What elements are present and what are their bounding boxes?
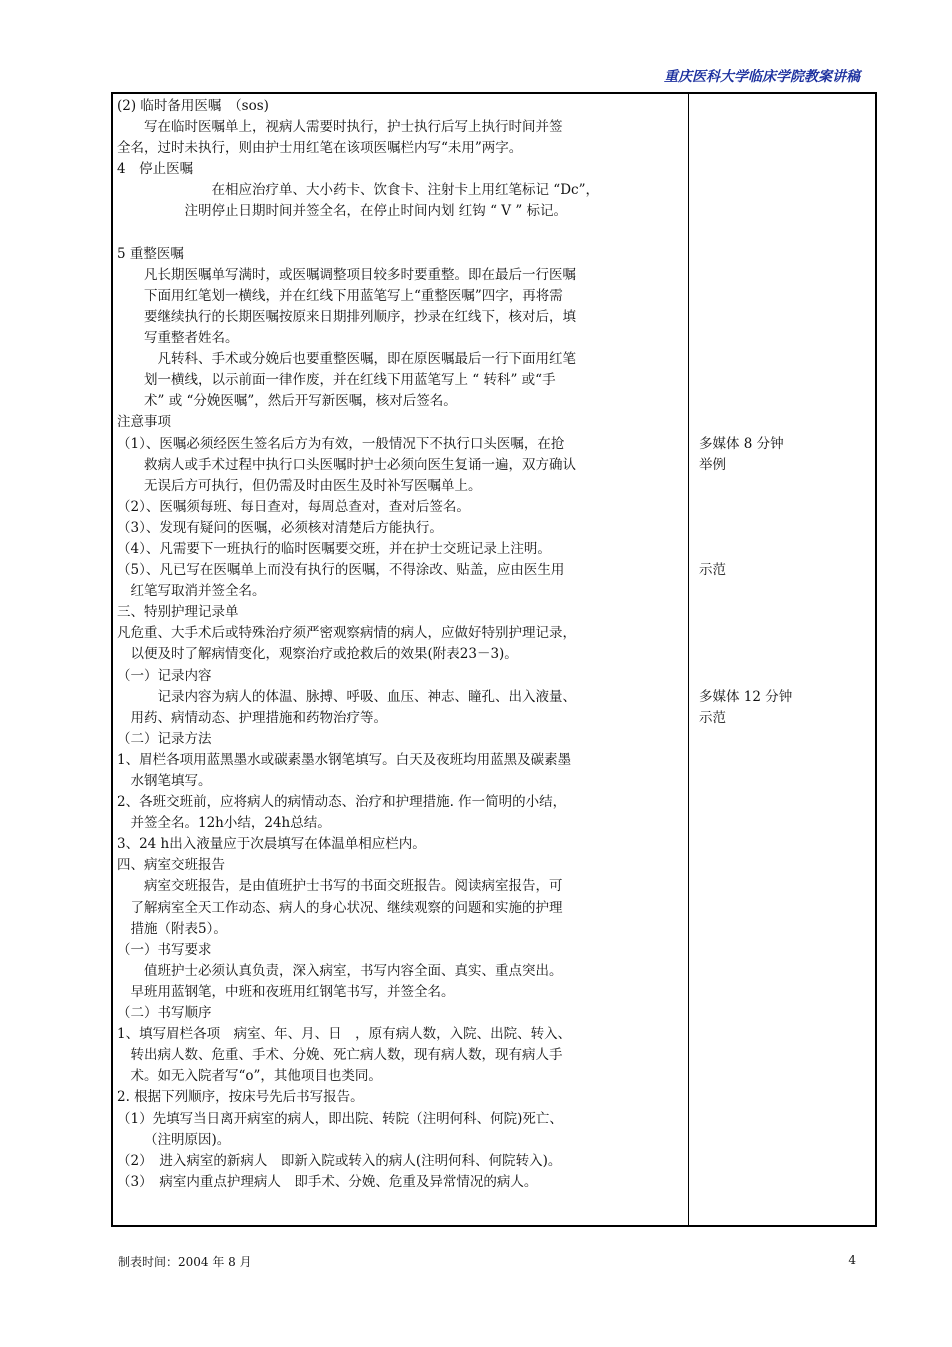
text-line: 注意事项	[117, 414, 171, 431]
text-line: 3、24 h出入液量应于次晨填写在体温单相应栏内。	[117, 836, 426, 853]
text-line: 全名，过时未执行，则由护士用红笔在该项医嘱栏内写“未用”两字。	[117, 140, 523, 157]
text-line: 注明停止日期时间并签全名，在停止时间内划 红钩 “ V ” 标记。	[184, 203, 568, 220]
lecture-content-column	[117, 96, 683, 1193]
text-line: 三、特别护理记录单	[117, 604, 239, 621]
text-line: 写重整者姓名。	[144, 330, 239, 347]
text-line: 措施（附表5）。	[130, 920, 227, 937]
text-line: 四、病室交班报告	[117, 857, 225, 874]
text-line: 早班用蓝钢笔，中班和夜班用红钢笔书写，并签全名。	[130, 983, 455, 1000]
text-line: 转出病人数、危重、手术、分娩、死亡病人数，现有病人数，现有病人手	[130, 1047, 563, 1064]
text-line: （5）、凡已写在医嘱单上而没有执行的医嘱，不得涂改、贴盖，应由医生用	[117, 562, 565, 579]
document-header-title: 重庆医科大学临床学院教案讲稿	[664, 69, 860, 85]
text-line	[117, 223, 683, 244]
text-line: 4 停止医嘱	[117, 161, 194, 178]
column-divider	[688, 94, 689, 1225]
text-line: （2） 进入病室的新病人 即新入院或转入的病人(注明何科、何院转入)。	[117, 1152, 562, 1169]
text-line: （一）书写要求	[117, 941, 212, 958]
text-line: 红笔写取消并签全名。	[130, 583, 266, 600]
text-line: 在相应治疗单、大小药卡、饮食卡、注射卡上用红笔标记 “Dc”，	[211, 182, 599, 199]
text-line: 凡转科、手术或分娩后也要重整医嘱，即在原医嘱最后一行下面用红笔	[157, 351, 576, 368]
text-line: 2、各班交班前，应将病人的病情动态、治疗和护理措施. 作一简明的小结，	[117, 794, 567, 811]
text-line: 病室交班报告，是由值班护士书写的书面交班报告。阅读病室报告，可	[144, 878, 563, 895]
text-line: 无误后方可执行，但仍需及时由医生及时补写医嘱单上。	[144, 477, 482, 494]
text-line: （二）书写顺序	[117, 1005, 212, 1022]
text-line: 救病人或手术过程中执行口头医嘱时护士必须向医生复诵一遍，双方确认	[144, 456, 576, 473]
text-line: 5 重整医嘱	[117, 245, 184, 262]
text-line: 用药、病情动态、护理措施和药物治疗等。	[130, 709, 387, 726]
text-line: 下面用红笔划一横线，并在红线下用蓝笔写上“重整医嘱”四字，再将需	[144, 287, 563, 304]
text-line: 术。如无入院者写“o”，其他项目也类同。	[130, 1068, 382, 1085]
text-line: （注明原因)。	[144, 1131, 231, 1148]
text-line: 术” 或 “分娩医嘱”，然后开写新医嘱，核对后签名。	[144, 393, 457, 410]
text-line: （一）记录内容	[117, 667, 212, 684]
text-line: （3） 病室内重点护理病人 即手术、分娩、危重及异常情况的病人。	[117, 1173, 538, 1190]
teaching-note: 举例	[699, 456, 726, 473]
text-line: 1、眉栏各项用蓝黑墨水或碳素墨水钢笔填写。白天及夜班均用蓝黑及碳素墨	[117, 751, 572, 768]
teaching-note: 示范	[699, 562, 726, 579]
text-line: (2) 临时备用医嘱 （sos)	[117, 98, 269, 114]
text-line: 以便及时了解病情变化，观察治疗或抢救后的效果(附表23－3)。	[130, 646, 518, 663]
text-line: （2）、医嘱须每班、每日查对，每周总查对，查对后签名。	[117, 498, 470, 515]
text-line: 值班护士必须认真负责，深入病室，书写内容全面、真实、重点突出。	[144, 962, 563, 979]
text-line: （1）先填写当日离开病室的病人，即出院、转院（注明何科、何院)死亡、	[117, 1110, 563, 1127]
text-line: 2. 根据下列顺序，按床号先后书写报告。	[117, 1089, 364, 1106]
text-line: 水钢笔填写。	[130, 773, 212, 789]
text-line: 并签全名。12h小结，24h总结。	[130, 815, 331, 832]
text-line: 划一横线，以示前面一律作废，并在红线下用蓝笔写上 “ 转科” 或“手	[144, 372, 556, 389]
text-line: 写在临时医嘱单上，视病人需要时执行，护士执行后写上执行时间并签	[144, 119, 563, 136]
text-line: 1、填写眉栏各项 病室、年、月、日 ，原有病人数，入院、出院、转入、	[117, 1026, 572, 1043]
text-line: 凡长期医嘱单写满时，或医嘱调整项目较多时要重整。即在最后一行医嘱	[144, 266, 576, 283]
text-line: 了解病室全天工作动态、病人的身心状况、继续观察的问题和实施的护理	[130, 899, 563, 916]
footer-date: 制表时间：2004 年 8 月	[118, 1255, 252, 1269]
text-line: 凡危重、大手术后或特殊治疗须严密观察病情的病人，应做好特别护理记录，	[117, 625, 576, 642]
lecture-table	[111, 92, 877, 1227]
text-line: （1）、医嘱必须经医生签名后方为有效，一般情况下不执行口头医嘱，在抢	[117, 435, 565, 452]
teaching-note: 多媒体 8 分钟	[699, 435, 784, 452]
text-line: （4）、凡需要下一班执行的临时医嘱要交班，并在护士交班记录上注明。	[117, 540, 551, 557]
teaching-note: 示范	[699, 709, 726, 726]
text-line: （二）记录方法	[117, 730, 212, 747]
text-line: 要继续执行的长期医嘱按原来日期排列顺序，抄录在红线下，核对后，填	[144, 308, 576, 325]
text-line: 记录内容为病人的体温、脉搏、呼吸、血压、神志、瞳孔、出入液量、	[157, 688, 576, 705]
page-number: 4	[848, 1253, 856, 1267]
text-line: （3）、发现有疑问的医嘱，必须核对清楚后方能执行。	[117, 519, 443, 536]
teaching-note: 多媒体 12 分钟	[699, 688, 793, 705]
